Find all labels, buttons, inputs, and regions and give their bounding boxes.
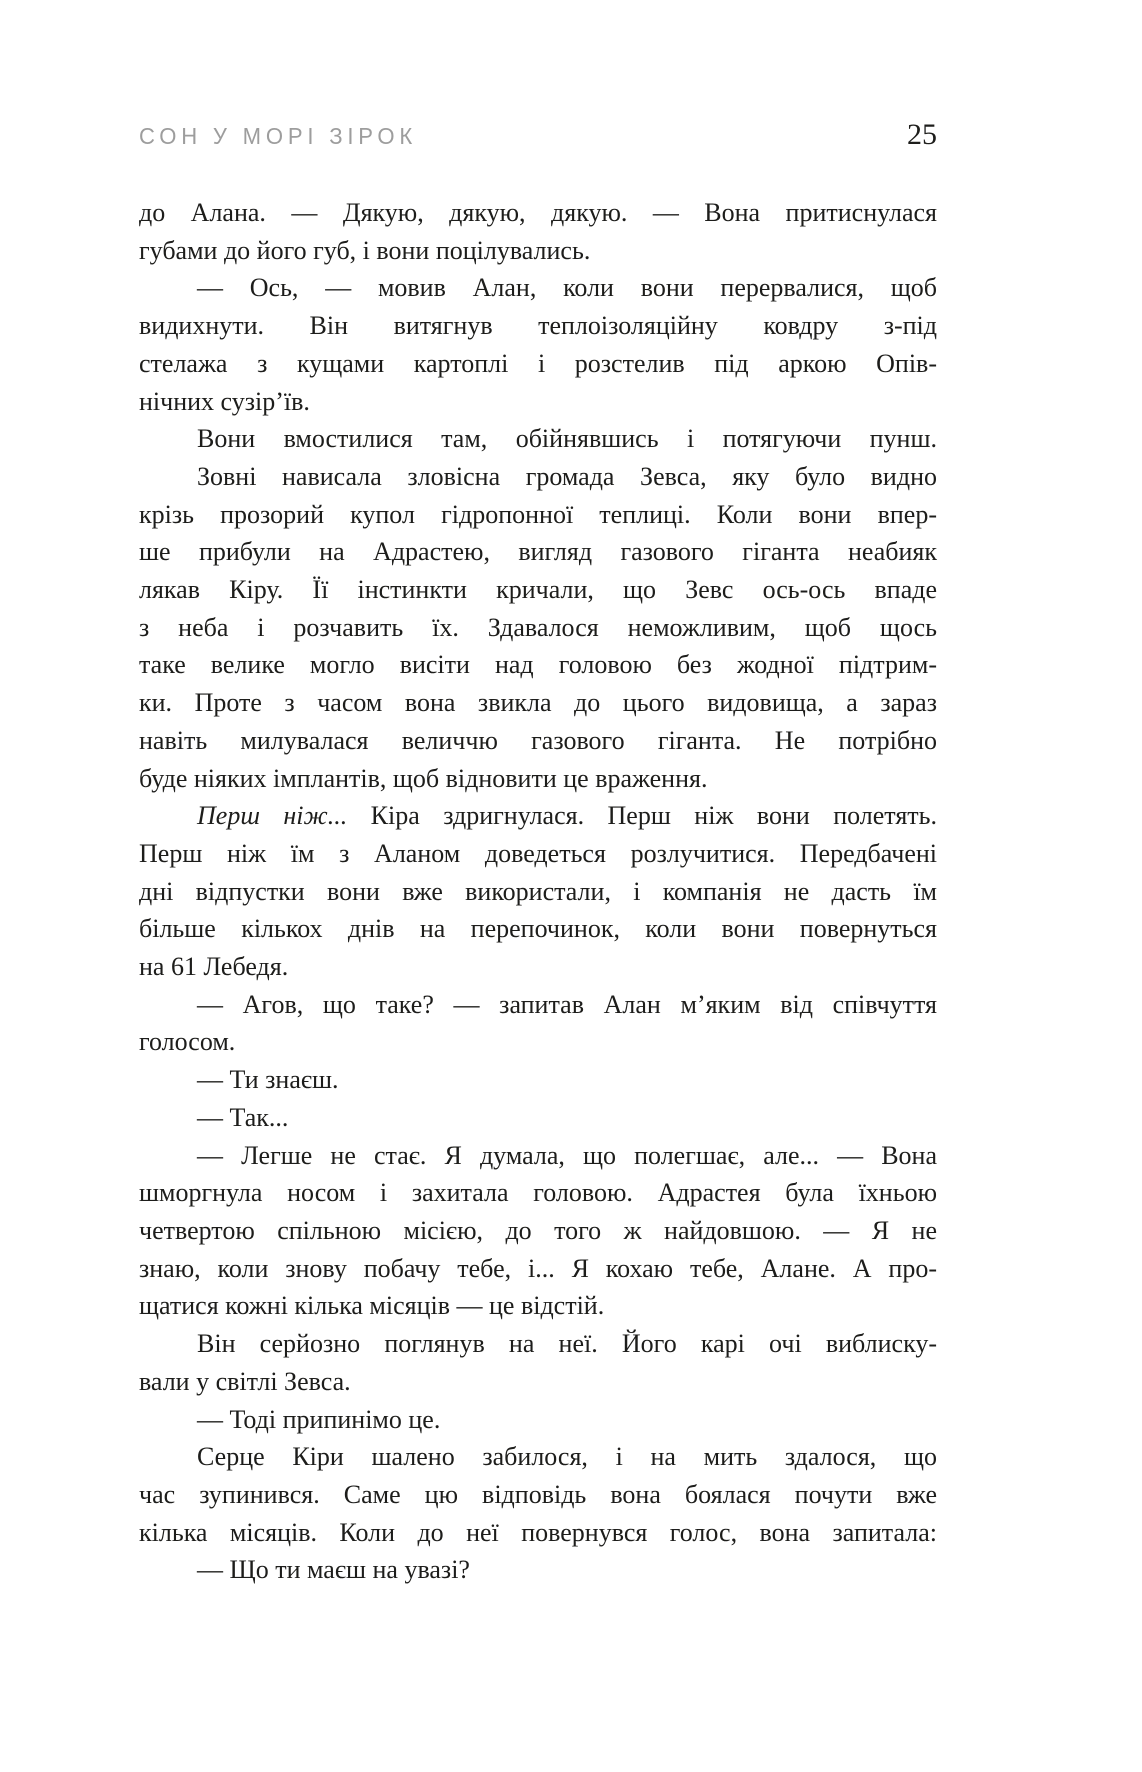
text-line: буде ніяких імплантів, щоб відновити це враження. — [139, 763, 708, 793]
text-line: на 61 Лебедя. — [139, 952, 289, 982]
text-line: навіть милувалася величчю газового гіганта. Не потрібно — [139, 725, 937, 755]
text-line: таке велике могло висіти над головою без жодної підтрим- — [139, 650, 937, 680]
text-line: щатися кожні кілька місяців — це відстій. — [139, 1291, 605, 1321]
text-line: знаю, коли знову побачу тебе, і... Я кохаю тебе, Алане. А про- — [139, 1253, 937, 1283]
text-line: Перш ніж... Кіра здригнулася. Перш ніж вони полетять. — [197, 801, 938, 831]
text-line: кілька місяців. Коли до неї повернувся голос, вона запитала: — [139, 1517, 937, 1547]
text-line: ки. Проте з часом вона звикла до цього видовища, а зараз — [139, 688, 937, 718]
text-line: — Так... — [197, 1102, 289, 1132]
text-line: Вони вмостилися там, обійнявшись і потягуючи пунш. — [197, 424, 937, 454]
text-line: час зупинився. Саме цю відповідь вона боялася почути вже — [139, 1479, 937, 1509]
text-line: більше кількох днів на перепочинок, коли вони повернуться — [139, 914, 937, 944]
text-line: губами до його губ, і вони поцілувались. — [139, 235, 591, 265]
text-line: — Агов, що таке? — запитав Алан м’яким від співчуття — [197, 989, 937, 1019]
text-line: дні відпустки вони вже використали, і компанія не дасть їм — [139, 876, 937, 906]
text-line: вали у світлі Зевса. — [139, 1366, 351, 1396]
text-line: нічних сузір’їв. — [139, 386, 310, 416]
text-line: голосом. — [139, 1027, 236, 1057]
text-line: ше прибули на Адрастею, вигляд газового гіганта неабияк — [139, 537, 937, 567]
text-line: стелажа з кущами картоплі і розстелив під аркою Опів- — [139, 348, 937, 378]
text-line: Перш ніж їм з Аланом доведеться розлучитися. Передбачені — [139, 838, 937, 868]
text-line: — Легше не стає. Я думала, що полегшає, але... — Вона — [197, 1140, 937, 1170]
running-header — [139, 118, 937, 152]
text-line: крізь прозорий купол гідропонної теплиці. Коли вони впер- — [139, 499, 937, 529]
text-line: Він серйозно поглянув на неї. Його карі очі виблиску- — [197, 1329, 937, 1359]
text-line: до Алана. — Дякую, дякую, дякую. — Вона притиснулася — [139, 198, 937, 227]
text-line: — Ось, — мовив Алан, коли вони перервалися, щоб — [197, 273, 937, 303]
italic-phrase: Перш ніж... — [197, 801, 348, 831]
text-line: четвертою спільною місією, до того ж найдовшою. — Я не — [139, 1215, 937, 1245]
page-body — [139, 194, 937, 1589]
text-line: видихнути. Він витягнув теплоізоляційну ковдру з-під — [139, 311, 937, 341]
text-line: шморгнула носом і захитала головою. Адрастея була їхньою — [139, 1178, 937, 1208]
text-line: — Тоді припинімо це. — [197, 1404, 441, 1434]
page-number: 25 — [907, 118, 937, 151]
text-line: лякав Кіру. Її інстинкти кричали, що Зевс ось-ось впаде — [139, 575, 937, 605]
text-line: — Що ти маєш на увазі? — [197, 1555, 470, 1585]
running-title: СОН У МОРІ ЗІРОК — [139, 123, 417, 149]
text-line: — Ти знаєш. — [197, 1065, 339, 1095]
text-line: Серце Кіри шалено забилося, і на мить здалося, що — [197, 1442, 937, 1472]
text-line: Зовні нависала зловісна громада Зевса, яку було видно — [197, 461, 937, 491]
text-line: з неба і розчавить їх. Здавалося неможливим, щоб щось — [139, 612, 937, 642]
